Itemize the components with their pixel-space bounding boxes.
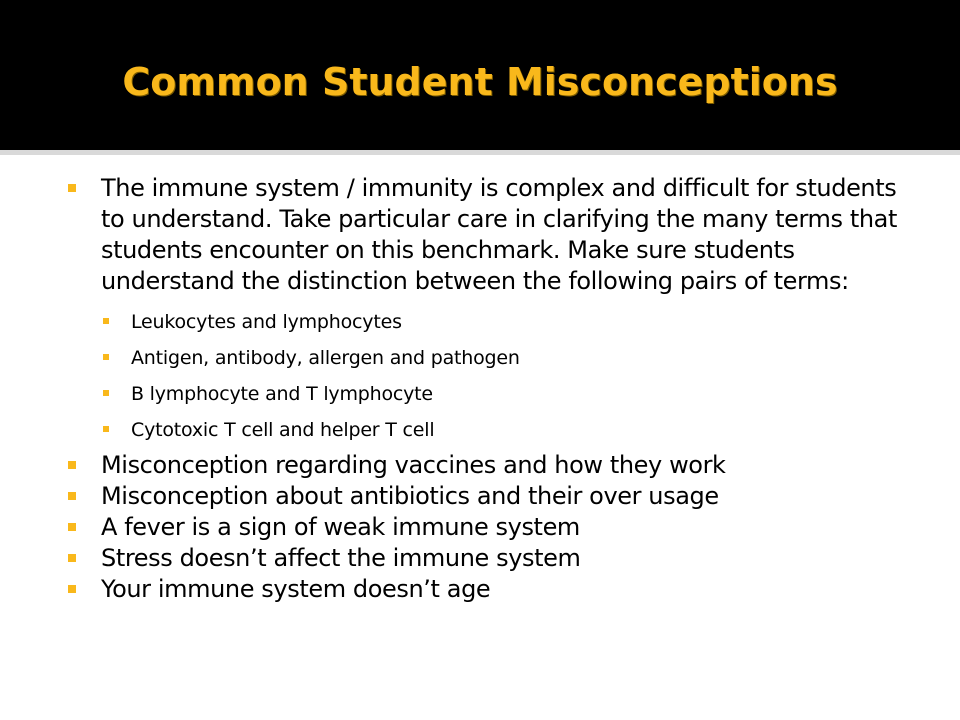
bullet-item — [64, 543, 904, 574]
bullet-list — [64, 173, 904, 605]
sub-bullet-item — [101, 346, 904, 370]
bullet-item — [64, 512, 904, 543]
square-bullet-icon — [68, 184, 76, 192]
square-bullet-icon — [68, 461, 76, 469]
title-divider — [0, 150, 960, 155]
bullet-item — [64, 574, 904, 605]
sub-bullet-list — [64, 310, 904, 442]
square-bullet-icon — [68, 585, 76, 593]
bullet-text: Misconception about antibiotics and their over usage — [101, 482, 719, 510]
sub-bullet-text: Cytotoxic T cell and helper T cell — [131, 419, 435, 441]
sub-bullet-item — [101, 310, 904, 334]
bullet-text: A fever is a sign of weak immune system — [101, 513, 580, 541]
sub-bullet-text: Antigen, antibody, allergen and pathogen — [131, 347, 520, 369]
square-bullet-icon — [103, 426, 109, 432]
square-bullet-icon — [103, 390, 109, 396]
main-bullet-text: The immune system / immunity is complex and difficult for students to understand. Take particular care in clarifying the many terms that students encounter on this benchmark. Make sure students understand the distinction between the following pairs of terms: — [101, 174, 897, 295]
bullet-text: Your immune system doesn’t age — [101, 575, 491, 603]
bullet-text: Stress doesn’t affect the immune system — [101, 544, 581, 572]
main-bullet — [64, 173, 904, 297]
sub-bullet-item — [101, 382, 904, 406]
bullet-item — [64, 450, 904, 481]
bullet-text: Misconception regarding vaccines and how they work — [101, 451, 726, 479]
square-bullet-icon — [68, 492, 76, 500]
square-bullet-icon — [68, 523, 76, 531]
square-bullet-icon — [68, 554, 76, 562]
bullet-item — [64, 481, 904, 512]
square-bullet-icon — [103, 318, 109, 324]
sub-bullet-item — [101, 418, 904, 442]
sub-bullet-text: B lymphocyte and T lymphocyte — [131, 383, 433, 405]
slide-title: Common Student Misconceptions — [122, 60, 838, 104]
square-bullet-icon — [103, 354, 109, 360]
sub-bullet-text: Leukocytes and lymphocytes — [131, 311, 402, 333]
